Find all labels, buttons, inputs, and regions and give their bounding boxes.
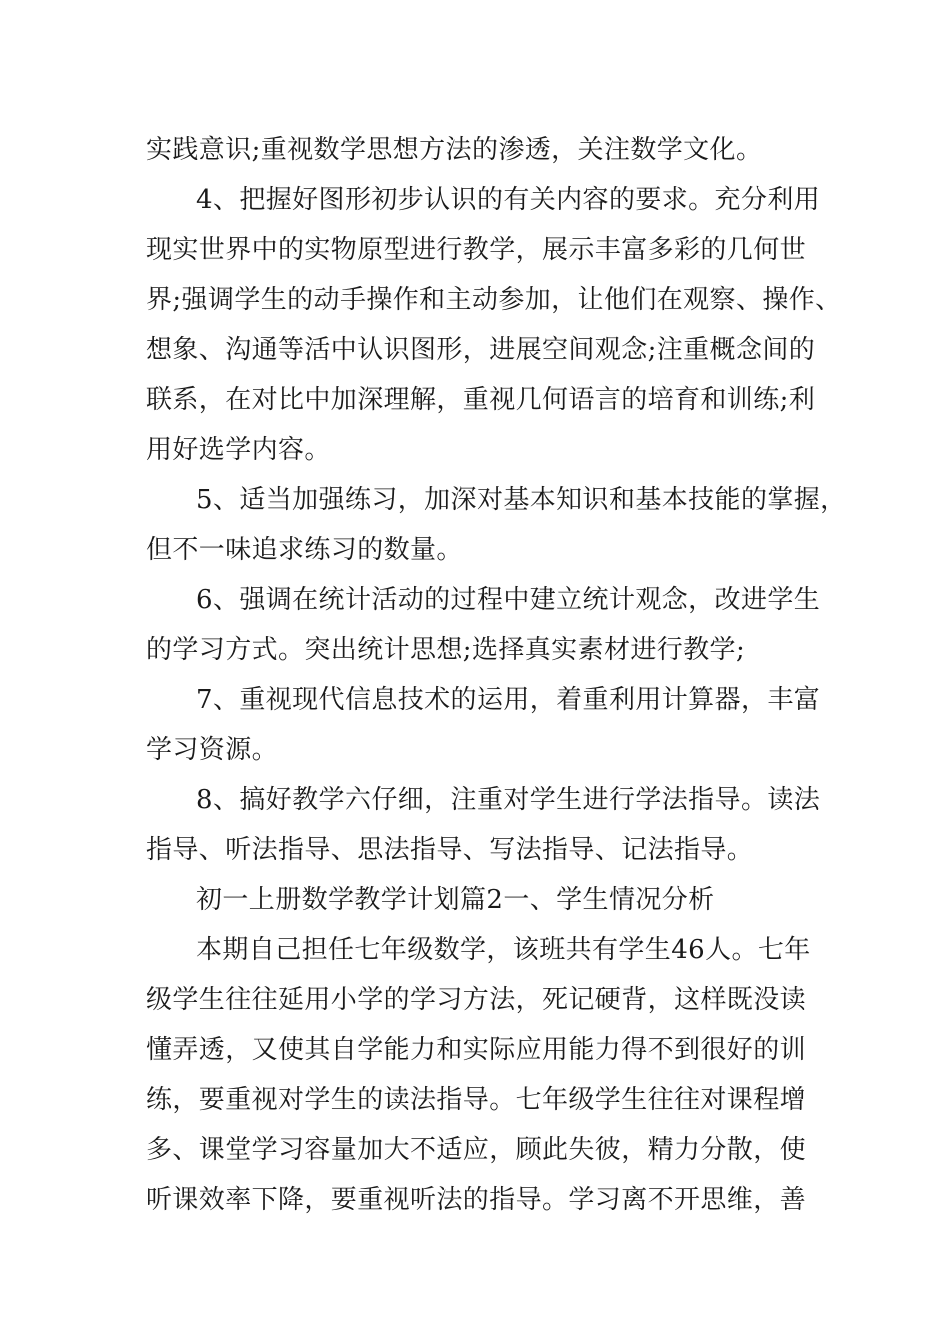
text-line: 界;强调学生的动手操作和主动参加，让他们在观察、操作、 xyxy=(146,285,842,315)
text-line: 想象、沟通等活中认识图形，进展空间观念;注重概念间的 xyxy=(146,335,816,365)
text-line: 现实世界中的实物原型进行教学，展示丰富多彩的几何世 xyxy=(146,235,807,265)
text-line: 但不一味追求练习的数量。 xyxy=(146,535,463,565)
text-line: 5、适当加强练习，加深对基本知识和基本技能的掌握， xyxy=(196,485,847,515)
text-line: 懂弄透，又使其自学能力和实际应用能力得不到很好的训 xyxy=(146,1035,807,1065)
text-line: 练，要重视对学生的读法指导。七年级学生往往对课程增 xyxy=(146,1085,807,1115)
text-line: 多、课堂学习容量加大不适应，顾此失彼，精力分散，使 xyxy=(146,1135,807,1165)
text-line: 8、搞好教学六仔细，注重对学生进行学法指导。读法 xyxy=(196,785,821,815)
text-line: 本期自己担任七年级数学，该班共有学生46人。七年 xyxy=(196,935,811,965)
text-line: 6、强调在统计活动的过程中建立统计观念，改进学生 xyxy=(196,585,821,615)
text-line: 学习资源。 xyxy=(146,735,279,765)
text-line: 7、重视现代信息技术的运用，着重利用计算器，丰富 xyxy=(196,685,821,715)
text-line: 级学生往往延用小学的学习方法，死记硬背，这样既没读 xyxy=(146,985,807,1015)
text-line: 实践意识;重视数学思想方法的渗透，关注数学文化。 xyxy=(146,135,763,165)
section-heading: 初一上册数学教学计划篇2一、学生情况分析 xyxy=(196,885,715,915)
text-line: 的学习方式。突出统计思想;选择真实素材进行教学; xyxy=(146,635,746,665)
text-line: 4、把握好图形初步认识的有关内容的要求。充分利用 xyxy=(196,185,821,215)
text-line: 联系，在对比中加深理解，重视几何语言的培育和训练;利 xyxy=(146,385,816,415)
text-line: 听课效率下降，要重视听法的指导。学习离不开思维，善 xyxy=(146,1185,807,1215)
text-line: 用好选学内容。 xyxy=(146,435,331,465)
text-line: 指导、听法指导、思法指导、写法指导、记法指导。 xyxy=(146,835,754,865)
